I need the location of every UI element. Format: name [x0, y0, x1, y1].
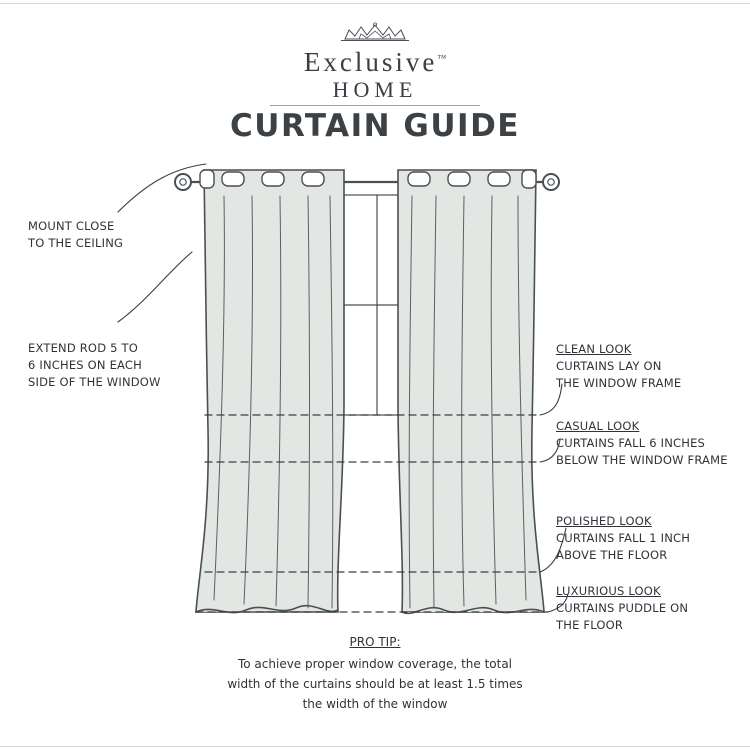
left-curtain-panel	[196, 170, 344, 613]
brand-name-text: Exclusive	[303, 47, 438, 77]
pro-tip-line-1: To achieve proper window coverage, the total	[237, 657, 513, 671]
label-mount-line-1: MOUNT CLOSE	[28, 219, 115, 233]
brand-subname: HOME	[332, 77, 418, 102]
label-extend-rod	[28, 340, 213, 391]
pro-tip	[0, 632, 750, 714]
label-clean-look	[556, 341, 746, 392]
label-luxurious-line-2: THE FLOOR	[556, 618, 624, 632]
label-mount-line-2: TO THE CEILING	[28, 236, 124, 250]
label-polished-line-1: CURTAINS FALL 1 INCH	[556, 531, 691, 545]
label-extend-line-3: SIDE OF THE WINDOW	[28, 375, 161, 389]
label-clean-line-1: CURTAINS LAY ON	[556, 359, 662, 373]
right-curtain-panel	[398, 170, 544, 613]
label-casual-line-1: CURTAINS FALL 6 INCHES	[556, 436, 706, 450]
label-polished-look	[556, 513, 746, 564]
brand-trademark: ™	[437, 53, 447, 63]
label-extend-line-1: EXTEND ROD 5 TO	[28, 341, 138, 355]
label-luxurious-look	[556, 583, 746, 634]
pro-tip-line-2: width of the curtains should be at least 1.5 times	[227, 677, 523, 691]
label-luxurious-line-1: CURTAINS PUDDLE ON	[556, 601, 689, 615]
label-casual-line-2: BELOW THE WINDOW FRAME	[556, 453, 728, 467]
page-title: CURTAIN GUIDE	[230, 108, 520, 144]
label-clean-header: CLEAN LOOK	[556, 342, 632, 356]
pro-tip-header: PRO TIP:	[349, 635, 401, 649]
label-clean-line-2: THE WINDOW FRAME	[556, 376, 682, 390]
pro-tip-line-3: the width of the window	[302, 697, 448, 711]
label-luxurious-header: LUXURIOUS LOOK	[556, 584, 661, 598]
label-mount-close	[28, 218, 178, 252]
label-polished-header: POLISHED LOOK	[556, 514, 652, 528]
label-polished-line-2: ABOVE THE FLOOR	[556, 548, 668, 562]
label-casual-header: CASUAL LOOK	[556, 419, 640, 433]
label-extend-line-2: 6 INCHES ON EACH	[28, 358, 142, 372]
label-casual-look	[556, 418, 750, 469]
